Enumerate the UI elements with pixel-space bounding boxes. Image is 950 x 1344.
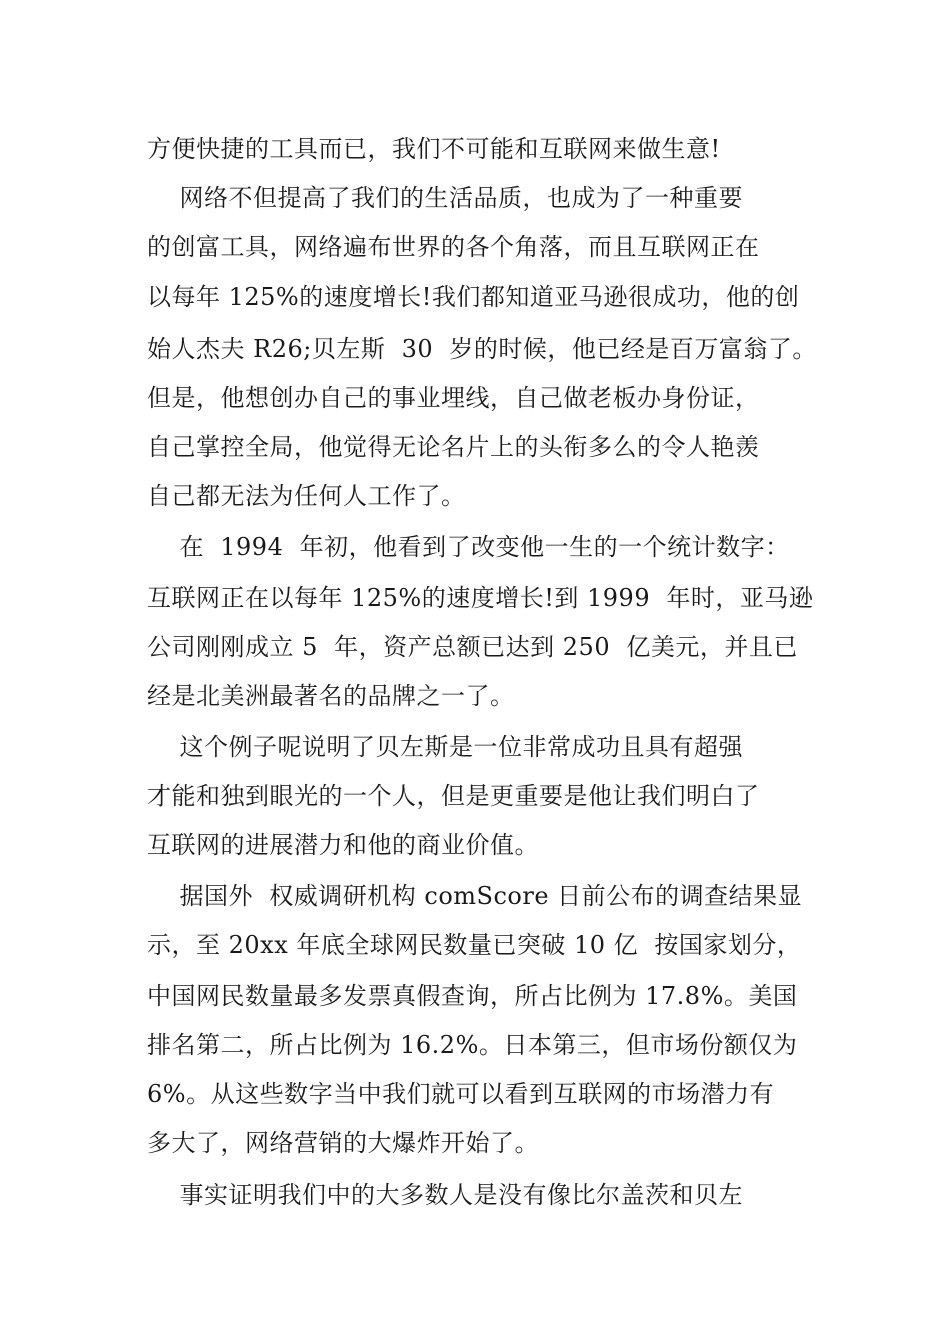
text-line: 在 1994 年初，他看到了改变他一生的一个统计数字： — [147, 533, 790, 561]
text-line: 网络不但提高了我们的生活品质，也成为了一种重要 — [147, 184, 744, 212]
text-line: 自己都无法为任何人工作了。 — [147, 482, 466, 510]
text-line: 方便快捷的工具而已，我们不可能和互联网来做生意! — [147, 135, 721, 163]
text-line: 始人杰夫 R26;贝左斯 30 岁的时候，他已经是百万富翁了。 — [147, 335, 817, 363]
text-line: 事实证明我们中的大多数人是没有像比尔盖茨和贝左 — [147, 1181, 744, 1209]
text-line: 以每年 125%的速度增长!我们都知道亚马逊很成功，他的创 — [147, 283, 800, 311]
text-line: 公司刚刚成立 5 年，资产总额已达到 250 亿美元，并且已 — [147, 633, 798, 661]
text-line: 中国网民数量最多发票真假查询，所占比例为 17.8%。美国 — [147, 982, 798, 1010]
text-line: 示，至 20xx 年底全球网民数量已突破 10 亿 按国家划分， — [147, 931, 802, 959]
text-line: 6%。从这些数字当中我们就可以看到互联网的市场潜力有 — [147, 1080, 775, 1108]
text-line: 互联网正在以每年 125%的速度增长!到 1999 年时，亚马逊 — [147, 584, 814, 612]
text-line: 互联网的进展潜力和他的商业价值。 — [147, 831, 539, 859]
text-line: 多大了，网络营销的大爆炸开始了。 — [147, 1129, 539, 1157]
text-line: 据国外 权威调研机构 comScore 日前公布的调查结果显 — [147, 882, 803, 910]
text-line: 排名第二，所占比例为 16.2%。日本第三，但市场份额仅为 — [147, 1031, 798, 1059]
text-line: 自己掌控全局，他觉得无论名片上的头衔多么的令人艳羡 — [147, 433, 760, 461]
text-line: 这个例子呢说明了贝左斯是一位非常成功且具有超强 — [147, 733, 744, 761]
text-line: 的创富工具，网络遍布世界的各个角落，而且互联网正在 — [147, 233, 760, 261]
text-line: 经是北美洲最著名的品牌之一了。 — [147, 682, 515, 710]
text-line: 才能和独到眼光的一个人，但是更重要是他让我们明白了 — [147, 782, 760, 810]
text-line: 但是，他想创办自己的事业埋线，自己做老板办身份证， — [147, 384, 760, 412]
